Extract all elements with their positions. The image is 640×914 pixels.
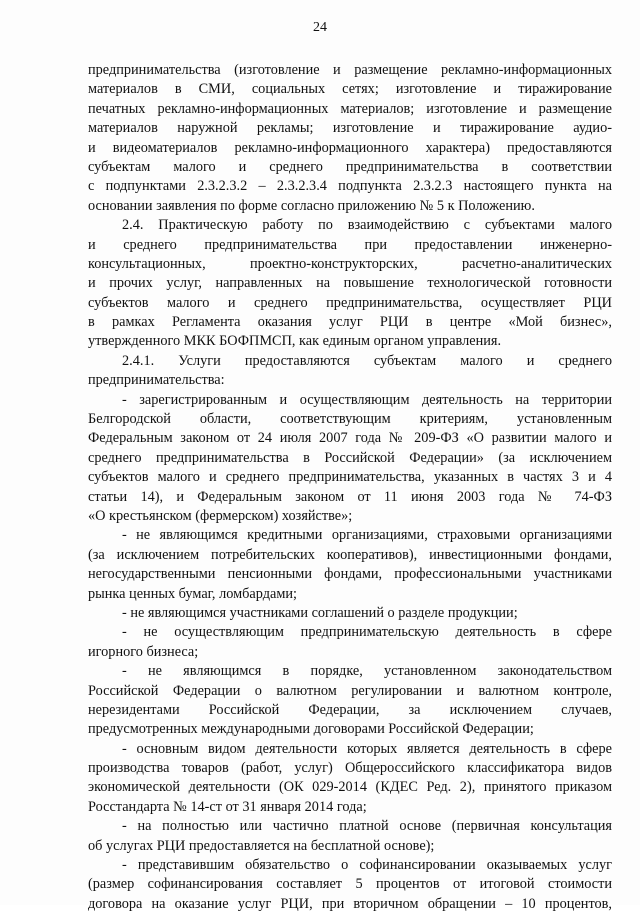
text-line: предпринимательства (изготовление и размещение рекламно-информационных	[88, 62, 612, 78]
text-line: нерезидентами Российской Федерации, за исключением случаев,	[88, 701, 612, 718]
text-line: об услугах РЦИ предоставляется на бесплатной основе);	[88, 837, 435, 854]
text-line: и видеоматериалов рекламно-информационного характера) предоставляются	[88, 139, 612, 156]
text-line: консультационных, проектно-конструкторских, расчетно-аналитических	[88, 255, 612, 272]
text-line: субъектам малого и среднего предпринимательства в соответствии	[88, 158, 612, 175]
text-line: - не осуществляющим предпринимательскую деятельность в сфере	[122, 624, 612, 641]
text-line: материалов наружной рекламы; изготовление и тиражирование аудио-	[88, 120, 612, 137]
text-line: печатных рекламно-информационных материалов; изготовление и размещение	[88, 100, 612, 117]
text-line: основании заявления по форме согласно приложению № 5 к Положению.	[88, 197, 535, 214]
text-line: предпринимательства:	[88, 372, 225, 389]
text-line: Российской Федерации о валютном регулировании и валютном контроле,	[88, 682, 612, 699]
text-line: Росстандарта № 14-ст от 31 января 2014 года;	[88, 798, 367, 815]
text-line: производства товаров (работ, услуг) Общероссийского классификатора видов	[88, 760, 612, 777]
text-line: экономической деятельности (ОК 029-2014 (КДЕС Ред. 2), принятого приказом	[88, 779, 612, 796]
text-line: - зарегистрированным и осуществляющим деятельность на территории	[122, 391, 612, 408]
text-line: - на полностью или частично платной основе (первичная консультация	[122, 818, 612, 835]
text-line: и среднего предпринимательства при предоставлении инженерно-	[88, 236, 612, 253]
text-line: с подпунктами 2.3.2.3.2 – 2.3.2.3.4 подпункта 2.3.2.3 настоящего пункта на	[88, 178, 612, 195]
text-line: в рамках Регламента оказания услуг РЦИ в центре «Мой бизнес»,	[88, 314, 612, 331]
text-line: Федеральным законом от 24 июля 2007 года № 209-ФЗ «О развитии малого и	[88, 430, 612, 447]
text-line: предусмотренных международными договорами Российской Федерации;	[88, 721, 534, 738]
text-line: - не являющимся участниками соглашений о разделе продукции;	[122, 604, 518, 621]
text-line: статьи 14), и Федеральным законом от 11 июня 2003 года № 74-ФЗ	[88, 488, 612, 505]
text-line: утвержденного МКК БОФПМСП, как единым органом управления.	[88, 333, 502, 350]
text-line: - не являющимся в порядке, установленном законодательством	[122, 663, 612, 680]
text-line: 2.4.1. Услуги предоставляются субъектам малого и среднего	[122, 352, 612, 369]
text-line: - представившим обязательство о софинансировании оказываемых услуг	[122, 857, 612, 874]
text-line: субъектов малого и среднего предпринимательства, осуществляет РЦИ	[88, 294, 612, 311]
text-line: (за исключением потребительских кооперативов), инвестиционными фондами,	[88, 546, 612, 563]
text-line: 2.4. Практическую работу по взаимодействию с субъектами малого	[122, 217, 612, 234]
text-line: - основным видом деятельности которых является деятельность в сфере	[122, 740, 612, 757]
text-line: (размер софинансирования составляет 5 процентов от итоговой стоимости	[88, 876, 612, 893]
text-line: среднего предпринимательства в Российской Федерации» (за исключением	[88, 449, 612, 466]
document-body	[88, 61, 612, 914]
text-line: рынка ценных бумаг, ломбардами;	[88, 585, 297, 602]
text-line: «О крестьянском (фермерском) хозяйстве»;	[88, 507, 353, 524]
text-line: игорного бизнеса;	[88, 643, 199, 660]
text-line: и прочих услуг, направленных на повышение технологической готовности	[88, 275, 612, 292]
text-line: договора на оказание услуг РЦИ, при вторичном обращении – 10 процентов,	[88, 895, 612, 912]
text-line: субъектов малого и среднего предпринимательства, указанных в частях 3 и 4	[88, 469, 612, 486]
text-line: негосударственными пенсионными фондами, профессиональными участниками	[88, 566, 612, 583]
text-line: - не являющимся кредитными организациями, страховыми организациями	[122, 527, 612, 544]
page-number: 24	[313, 20, 327, 35]
text-line: материалов в СМИ, социальных сетях; изготовление и тиражирование	[88, 81, 612, 98]
text-line: Белгородской области, соответствующим критериям, установленным	[88, 411, 612, 428]
